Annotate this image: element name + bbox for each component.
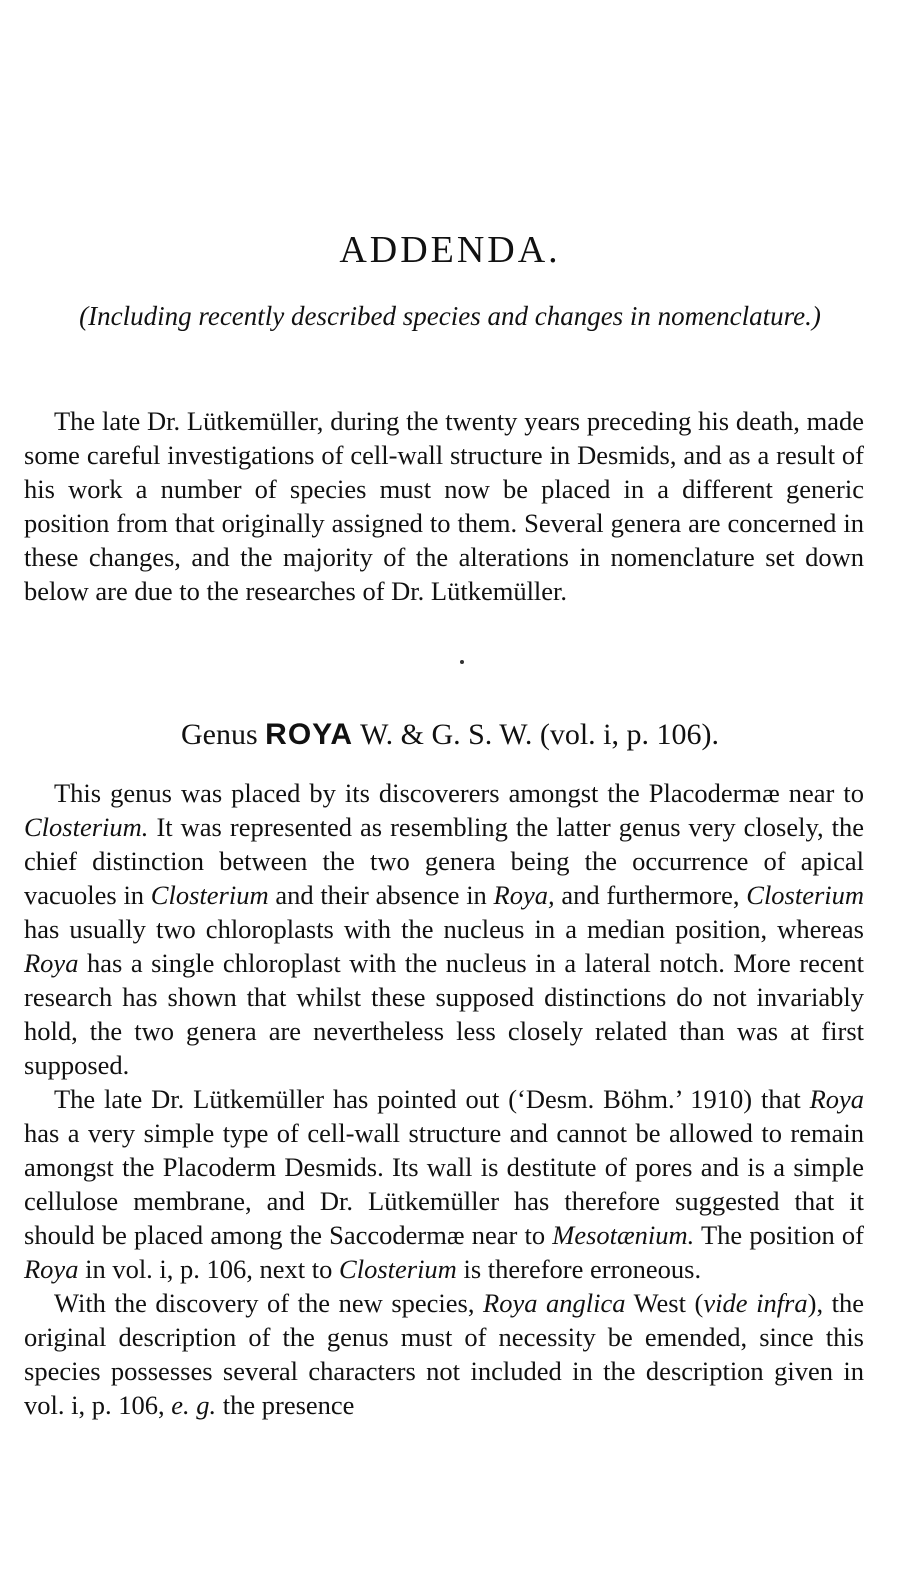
p1-e: and their absence in — [275, 880, 487, 910]
p1-h: Closterium — [746, 880, 865, 910]
intro-text: The late Dr. Lütkemüller, during the twenty years preceding his death, made some careful investigations of cell-wall structure in Desmids, and as a result of his work a number of species must now be placed in a different generic position from that originally assigned to them. Several genera are concerned in these changes, and the majority of the alterations in nomenclature set down below are due to the researches of Dr. Lütkemüller. — [24, 406, 864, 606]
p2-g: in vol. i, p. 106, next to — [85, 1254, 333, 1284]
p2-i: is therefore erroneous. — [463, 1254, 702, 1284]
p2-e: The position of — [701, 1220, 864, 1250]
genus-heading — [0, 718, 900, 752]
p3-b: Roya anglica — [483, 1288, 626, 1318]
stray-dot — [460, 660, 464, 664]
genus-suffix: W. & G. S. W. (vol. i, p. 106). — [360, 718, 719, 751]
p3-e: ), the original description of the genus must of necessity be emended, since this species possesses several characters not included in the description given in vol. i, p. 106, — [24, 1288, 865, 1420]
genus-body — [24, 776, 864, 1422]
p1-f: Roya, — [493, 880, 555, 910]
paragraph-3 — [24, 1286, 864, 1422]
page-title: ADDENDA. — [339, 229, 561, 271]
genus-prefix: Genus — [181, 718, 258, 751]
p2-c: has a very simple type of cell-wall structure and cannot be allowed to remain amongst the Placoderm Desmids. Its wall is destitute of pores and is a simple cellulose membrane, and Dr. Lütkemüller has therefore suggested that it should be placed among the Saccodermæ near to — [24, 1118, 864, 1250]
p2-h: Closterium — [339, 1254, 457, 1284]
p3-c: West ( — [633, 1288, 704, 1318]
paragraph-1 — [24, 776, 864, 1082]
p1-a: This genus was placed by its discoverers amongst the Placodermæ near to — [54, 778, 864, 808]
p2-f: Roya — [24, 1254, 79, 1284]
genus-name: ROYA — [265, 718, 354, 751]
p2-b: Roya — [809, 1084, 865, 1114]
p2-a: The late Dr. Lütkemüller has pointed out (‘Desm. Böhm.’ 1910) that — [54, 1084, 801, 1114]
p1-j: Roya — [24, 948, 79, 978]
p3-g: the presence — [222, 1390, 355, 1420]
p1-k: has a single chloroplast with the nucleus in a lateral notch. More recent research has shown that whilst these supposed distinctions do not invariably hold, the two genera are nevertheless less closely related than was at first supposed. — [24, 948, 864, 1080]
p1-i: has usually two chloroplasts with the nucleus in a median position, whereas — [24, 914, 864, 944]
p3-a: With the discovery of the new species, — [54, 1288, 475, 1318]
p3-d: vide infra — [703, 1288, 808, 1318]
p1-b: Closterium. — [24, 812, 149, 842]
p1-d: Closterium — [150, 880, 269, 910]
p1-c: It was represented as resembling the latter genus very closely, the chief distinction between the two genera being the occurrence of apical vacuoles in — [24, 812, 864, 910]
page-subtitle: (Including recently described species and changes in nomenclature.) — [79, 301, 821, 331]
p3-f: e. g. — [171, 1390, 217, 1420]
p1-g: and furthermore, — [561, 880, 740, 910]
paragraph-2 — [24, 1082, 864, 1286]
intro-paragraph — [24, 404, 864, 608]
p2-d: Mesotænium. — [552, 1220, 695, 1250]
